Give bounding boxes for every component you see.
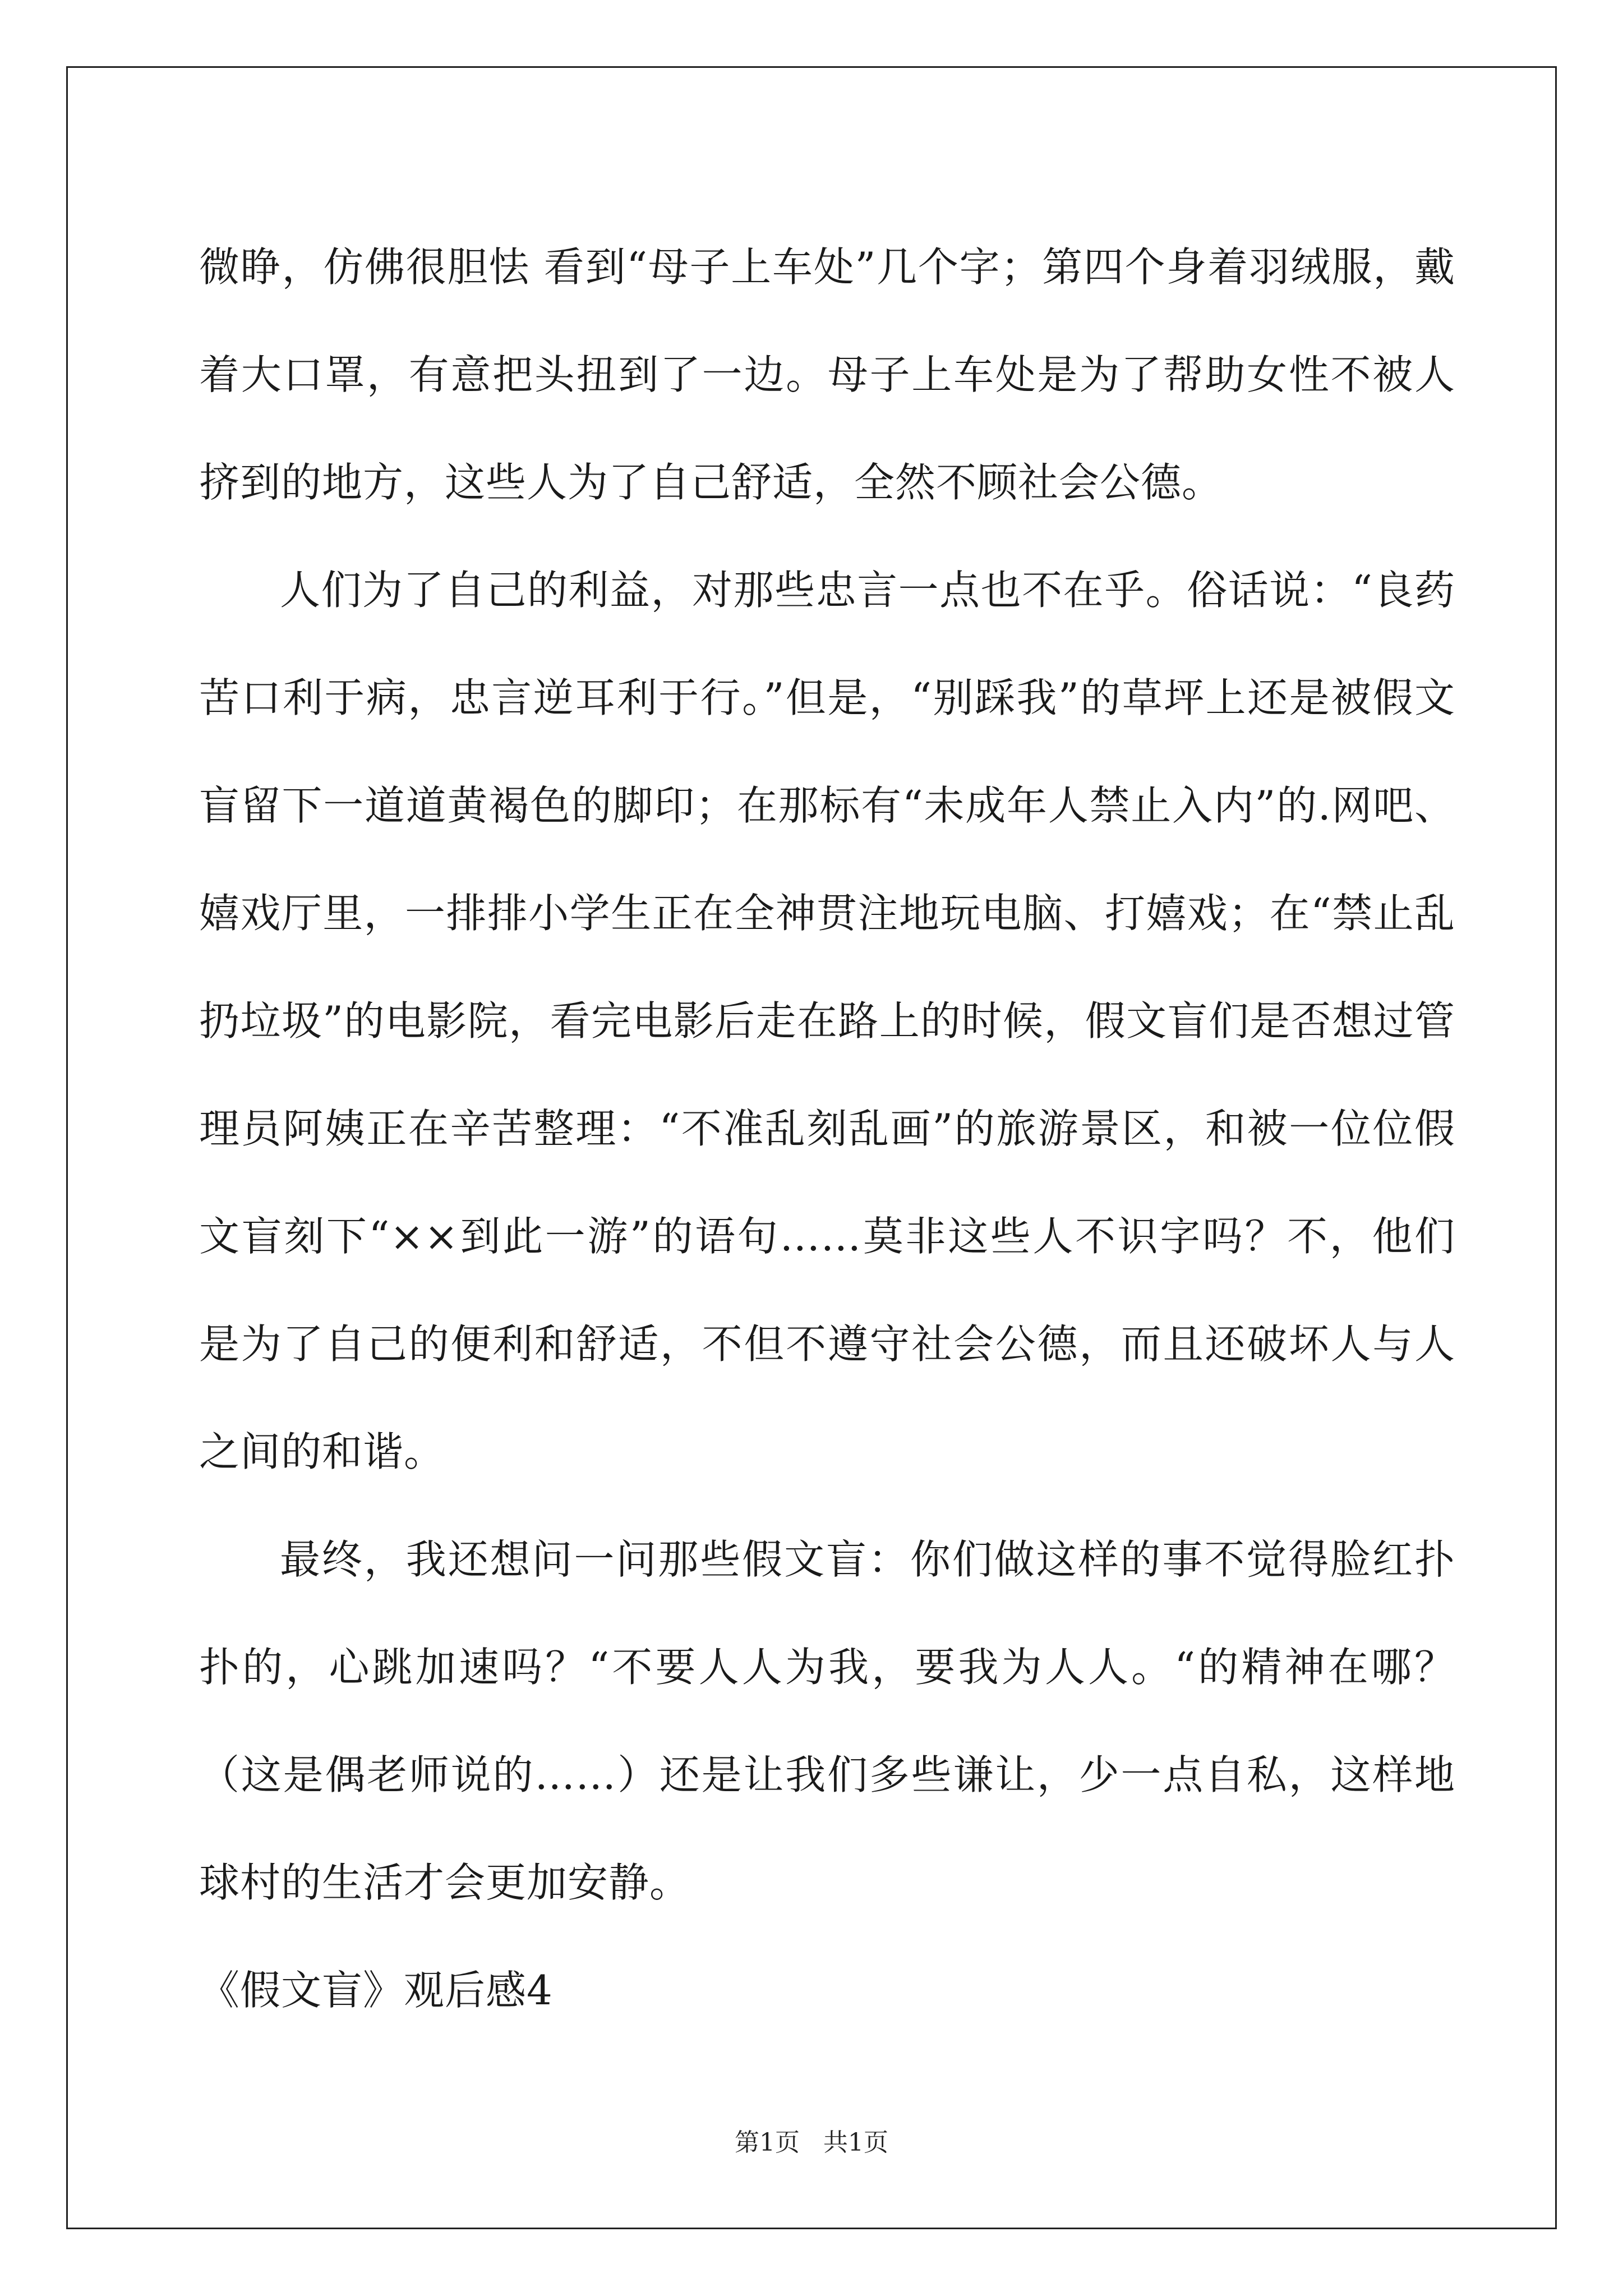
page-footer xyxy=(0,2126,1623,2160)
section-heading: 《假文盲》观后感4 xyxy=(199,1967,553,2014)
page-total: 共1页 xyxy=(823,2128,888,2157)
paragraph-3: 最终，我还想问一问那些假文盲：你们做这样的事不觉得脸红扑扑的，心跳加速吗？“不要人人为我，要我为人人。“的精神在哪？（这是偶老师说的……）还是让我们多些谦让，少一点自私，这样地球村的生活才会更加安静。 xyxy=(199,1536,1455,1906)
document-body xyxy=(199,213,1455,2044)
page-number: 第1页 xyxy=(735,2128,800,2157)
paragraph-1: 微睁，仿佛很胆怯 看到“母子上车处”几个字；第四个身着羽绒服，戴着大口罩，有意把头扭到了一边。母子上车处是为了帮助女性不被人挤到的地方，这些人为了自己舒适，全然不顾社会公德。 xyxy=(199,243,1455,506)
paragraph-2: 人们为了自己的利益，对那些忠言一点也不在乎。俗话说：“良药苦口利于病，忠言逆耳利于行。”但是，“别踩我”的草坪上还是被假文盲留下一道道黄褐色的脚印；在那标有“未成年人禁止入内”的.网吧、嬉戏厅里，一排排小学生正在全神贯注地玩电脑、打嬉戏；在“禁止乱扔垃圾”的电影院，看完电影后走在路上的时候，假文盲们是否想过管理员阿姨正在辛苦整理：“不准乱刻乱画”的旅游景区，和被一位位假文盲刻下“××到此一游”的语句……莫非这些人不识字吗？不，他们是为了自己的便利和舒适，不但不遵守社会公德，而且还破坏人与人之间的和谐。 xyxy=(199,567,1455,1475)
